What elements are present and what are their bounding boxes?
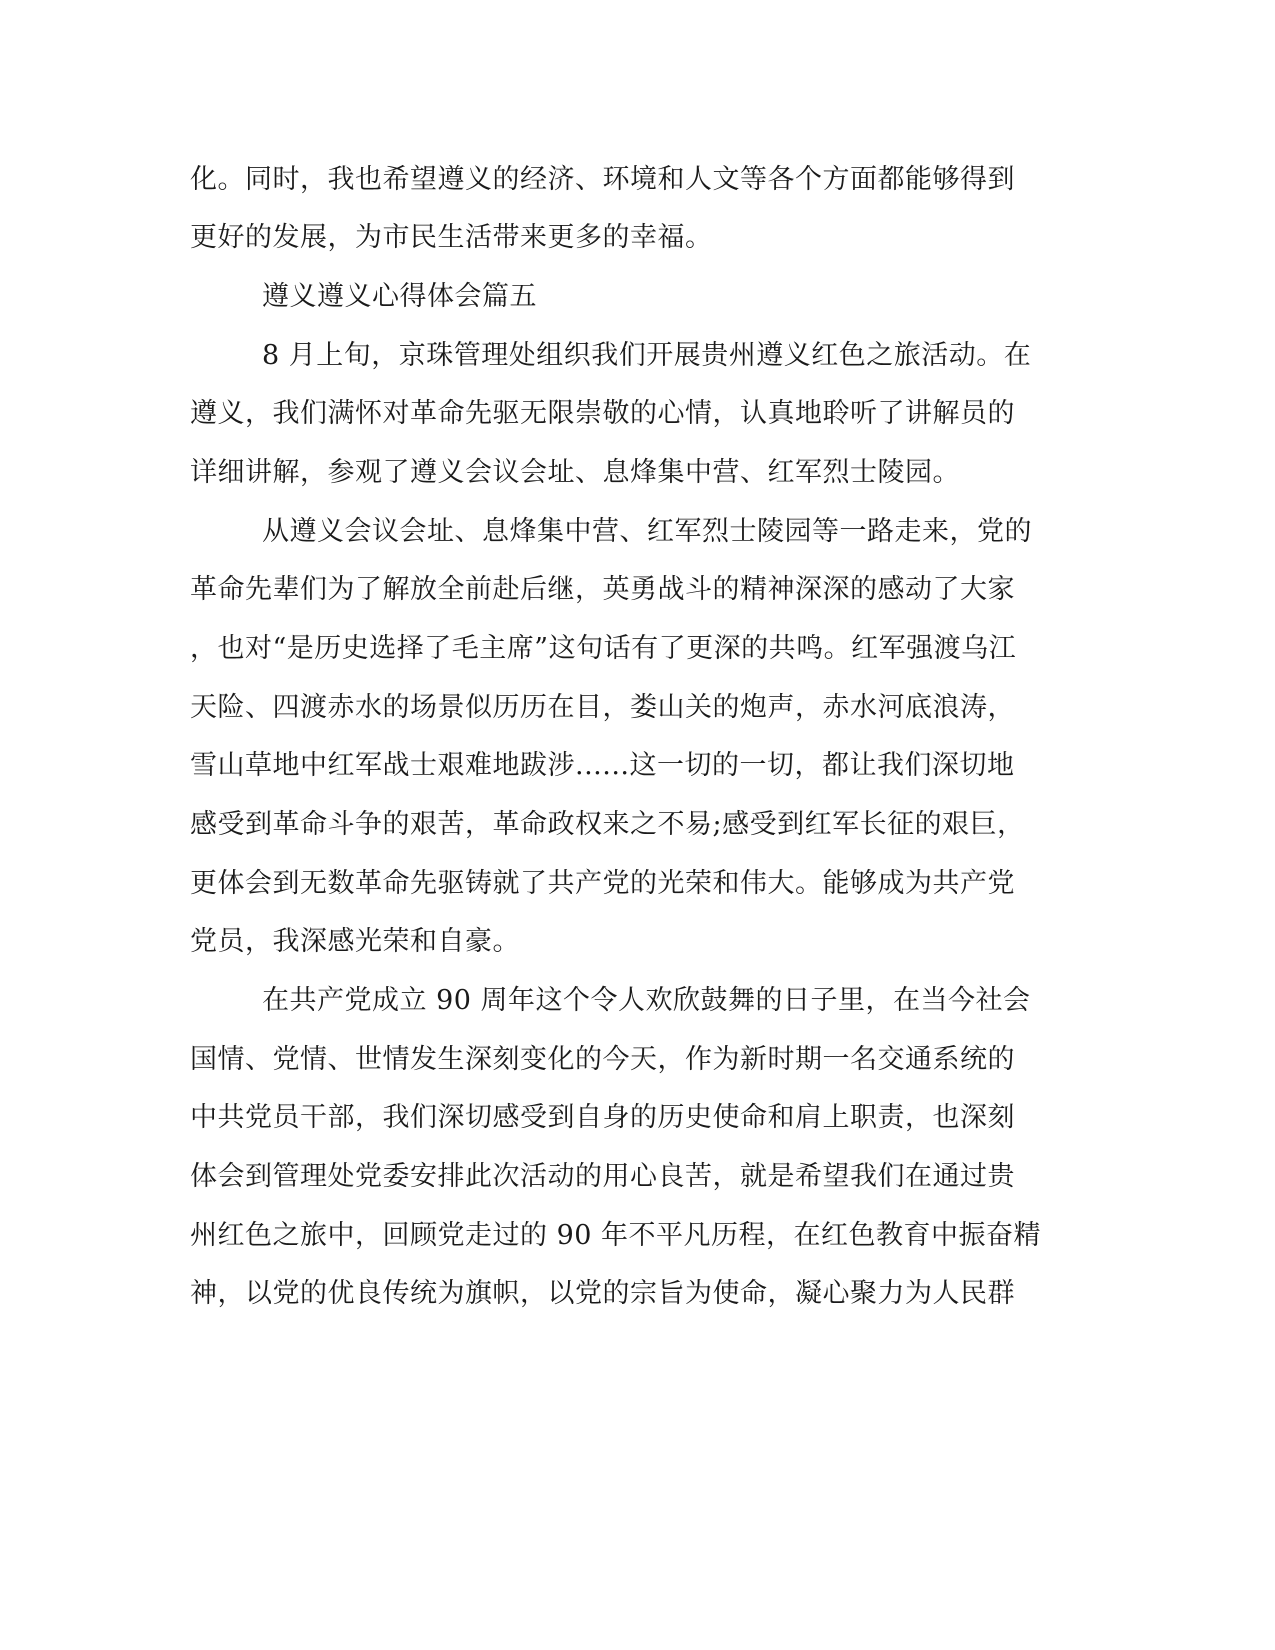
text-line: 州红色之旅中，回顾党走过的 90 年不平凡历程，在红色教育中振奋精 xyxy=(190,1220,1042,1251)
text-line: 更体会到无数革命先驱铸就了共产党的光荣和伟大。能够成为共产党 xyxy=(190,868,1015,899)
paragraph-first-line: 从遵义会议会址、息烽集中营、红军烈士陵园等一路走来，党的 xyxy=(262,516,1032,547)
text-line: 中共党员干部，我们深切感受到自身的历史使命和肩上职责，也深刻 xyxy=(190,1102,1015,1133)
text-line: 更好的发展，为市民生活带来更多的幸福。 xyxy=(190,222,713,253)
section-heading: 遵义遵义心得体会篇五 xyxy=(262,281,537,312)
paragraph-first-line: 在共产党成立 90 周年这个令人欢欣鼓舞的日子里，在当今社会 xyxy=(262,985,1031,1016)
text-line: 雪山草地中红军战士艰难地跋涉......这一切的一切，都让我们深切地 xyxy=(190,750,1015,781)
text-line: 神，以党的优良传统为旗帜，以党的宗旨为使命，凝心聚力为人民群 xyxy=(190,1278,1015,1309)
text-line: ，也对“是历史选择了毛主席”这句话有了更深的共鸣。红军强渡乌江 xyxy=(190,633,1017,664)
text-line: 遵义，我们满怀对革命先驱无限崇敬的心情，认真地聆听了讲解员的 xyxy=(190,398,1015,429)
text-line: 国情、党情、世情发生深刻变化的今天，作为新时期一名交通系统的 xyxy=(190,1044,1015,1075)
paragraph-first-line: 8 月上旬，京珠管理处组织我们开展贵州遵义红色之旅活动。在 xyxy=(262,340,1032,371)
text-line: 化。同时，我也希望遵义的经济、环境和人文等各个方面都能够得到 xyxy=(190,164,1015,195)
text-line: 感受到革命斗争的艰苦，革命政权来之不易;感受到红军长征的艰巨， xyxy=(190,809,1025,840)
text-line: 党员，我深感光荣和自豪。 xyxy=(190,926,520,957)
text-line: 详细讲解，参观了遵义会议会址、息烽集中营、红军烈士陵园。 xyxy=(190,457,960,488)
text-line: 体会到管理处党委安排此次活动的用心良苦，就是希望我们在通过贵 xyxy=(190,1161,1015,1192)
text-line: 革命先辈们为了解放全前赴后继，英勇战斗的精神深深的感动了大家 xyxy=(190,574,1015,605)
text-line: 天险、四渡赤水的场景似历历在目，娄山关的炮声，赤水河底浪涛， xyxy=(190,692,1015,723)
